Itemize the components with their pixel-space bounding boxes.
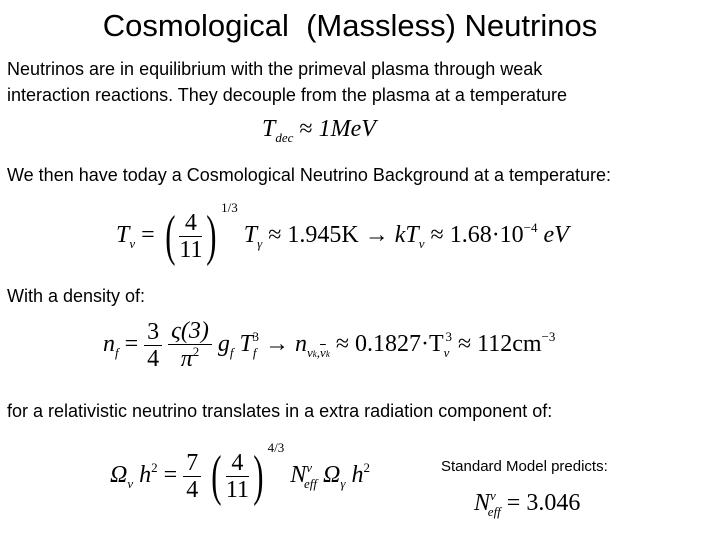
eq-subscript-nubar: $\overline{\nu}$ (320, 344, 326, 360)
fraction-denominator: 11 (225, 476, 249, 503)
eq-symbol: n (103, 330, 115, 357)
eq-value: ≈ 112cm (457, 330, 542, 357)
eq-arrow: → (364, 222, 389, 248)
eq-value: ≈ 0.1827·T (335, 330, 444, 357)
eq-symbol: h (139, 462, 152, 488)
fraction-numerator: 4 (179, 210, 202, 237)
eq-subscript: f (229, 344, 234, 360)
eq-subscript: ν (443, 344, 450, 360)
eq-superscript: ν (490, 488, 496, 503)
radiation-paragraph: for a relativistic neutrino translates in a extra radiation component of: (7, 401, 553, 421)
eq-relation: = (141, 222, 155, 248)
eq-symbol: N (474, 490, 491, 516)
fraction (226, 450, 249, 504)
eq-exponent: 2 (151, 460, 158, 475)
eq-symbol: N (290, 462, 307, 488)
eq-exponent: −4 (523, 220, 538, 235)
eq-relation: ≈ (299, 116, 313, 142)
eq-symbol: Ω (110, 462, 128, 488)
eq-value: = 3.046 (506, 490, 581, 516)
eq-value: ≈ 1.945K (268, 222, 359, 248)
eq-subscript-k: k (312, 348, 317, 359)
fraction (179, 210, 202, 264)
eq-unit: eV (543, 222, 569, 248)
eq-symbol: kT (394, 222, 419, 248)
right-paren: ) (253, 445, 264, 508)
eq-subscript: γ (257, 236, 263, 251)
eq-exponent: 3 (252, 328, 260, 344)
eq-symbol: T (116, 222, 130, 248)
fraction-numerator: 3 (144, 319, 162, 346)
fraction-numerator: ς(3) (168, 318, 212, 345)
slide-title: Cosmological (Massless) Neutrinos (102, 8, 598, 43)
fraction (168, 318, 212, 373)
left-paren: ( (164, 205, 176, 268)
eq-symbol: T (262, 116, 276, 142)
fraction-denominator: 4 (147, 345, 160, 372)
eq-subscript: dec (275, 130, 294, 145)
eq-exponent: 4/3 (267, 440, 285, 455)
fraction-denominator: 4 (186, 476, 199, 503)
intro-line-2: interaction reactions. They decouple from the plasma at a temperature (7, 85, 567, 105)
eq-value: 1MeV (318, 116, 376, 142)
eq-exponent: 3 (445, 328, 452, 344)
eq-exponent: 1/3 (221, 200, 238, 215)
eq-symbol: Ω (323, 462, 341, 488)
eq-subscript-k: k (325, 348, 330, 359)
eq-subscript: f (252, 344, 257, 360)
eq-symbol: T (239, 330, 253, 357)
fraction-denominator: 11 (179, 236, 203, 263)
fraction-numerator: 4 (226, 450, 249, 477)
eq-subscript: f (115, 344, 119, 360)
fraction (144, 319, 162, 373)
fraction-denominator: π (180, 346, 193, 373)
eq-subscript: ν (418, 236, 425, 251)
eq-subscript-nu: ν (307, 344, 313, 360)
density-paragraph: With a density of: (7, 286, 146, 306)
eq-exponent: 2 (363, 460, 371, 475)
left-paren: ( (211, 445, 222, 508)
eq-symbol: T (243, 222, 258, 248)
eq-exponent: 2 (192, 344, 200, 360)
equation-radiation-density (110, 440, 371, 508)
eq-symbol: n (295, 330, 308, 357)
eq-subscript: ν (127, 476, 134, 491)
fraction (183, 450, 201, 504)
equation-decoupling-temperature (262, 116, 376, 146)
right-paren: ) (206, 205, 217, 268)
equation-neutrino-density (103, 318, 555, 373)
equation-neff (474, 488, 580, 520)
background-paragraph: We then have today a Cosmological Neutrino Background at a temperature: (7, 165, 612, 185)
fraction-numerator: 7 (183, 450, 201, 477)
eq-subscript: νk,νk (307, 344, 330, 360)
eq-arrow: → (265, 330, 290, 357)
eq-subscript: eff (487, 504, 501, 519)
eq-exponent: −3 (541, 328, 556, 344)
intro-line-1: Neutrinos are in equilibrium with the primeval plasma through weak (7, 59, 543, 79)
equation-neutrino-temperature (116, 200, 569, 268)
eq-subscript: ν (129, 236, 136, 251)
eq-relation: = (163, 462, 178, 488)
eq-symbol: g (217, 330, 230, 357)
eq-superscript: ν (306, 460, 313, 475)
eq-value: ≈ 1.68·10 (430, 222, 524, 248)
intro-paragraph (7, 56, 567, 108)
eq-subscript: eff (304, 476, 318, 491)
eq-symbol: h (351, 462, 364, 488)
eq-relation: = (124, 330, 139, 357)
standard-model-note: Standard Model predicts: (441, 458, 608, 475)
eq-subscript: γ (340, 476, 346, 491)
